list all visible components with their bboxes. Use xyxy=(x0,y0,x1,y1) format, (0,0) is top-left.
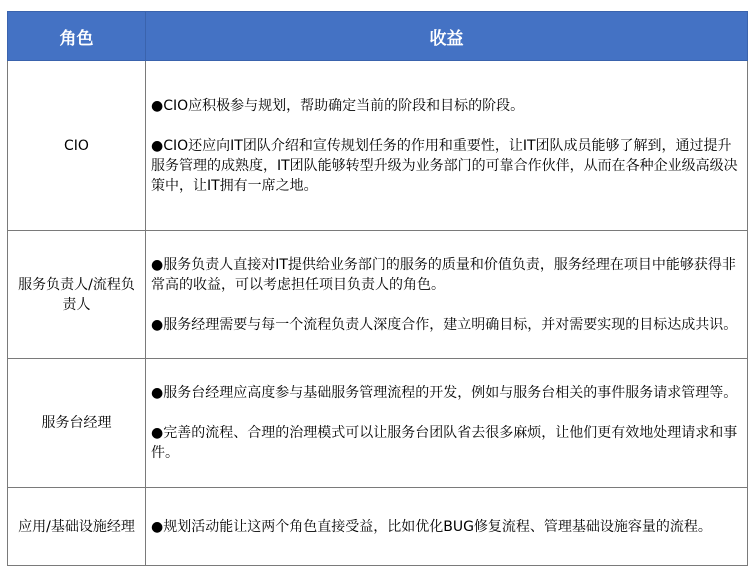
benefit-point: ●CIO还应向IT团队介绍和宣传规划任务的作用和重要性，让IT团队成员能够了解到，通过提升服务管理的成熟度，IT团队能够转型升级为业务部门的可靠合作伙伴，从而在各种企业级高级决策中，让IT拥有一席之地。 xyxy=(151,137,738,194)
benefit-cell xyxy=(146,488,748,566)
header-benefit: 收益 xyxy=(146,12,748,61)
role-cell: 服务台经理 xyxy=(8,359,146,488)
roles-benefits-table xyxy=(7,11,748,566)
role-cell: 服务负责人/流程负责人 xyxy=(8,231,146,359)
benefit-point: ●CIO应积极参与规划，帮助确定当前的阶段和目标的阶段。 xyxy=(151,97,525,114)
benefit-cell xyxy=(146,231,748,359)
benefit-point: ●完善的流程、合理的治理模式可以让服务台团队省去很多麻烦，让他们更有效地处理请求和事件。 xyxy=(151,425,738,461)
benefit-cell xyxy=(146,359,748,488)
benefit-point: ●服务台经理应高度参与基础服务管理流程的开发，例如与服务台相关的事件服务请求管理等。 xyxy=(151,385,738,401)
header-role: 角色 xyxy=(8,12,146,61)
benefit-cell xyxy=(146,61,748,231)
table-row xyxy=(8,61,748,231)
header-row xyxy=(8,12,748,61)
table-row xyxy=(8,488,748,566)
table-row xyxy=(8,359,748,488)
benefit-point: ●服务经理需要与每一个流程负责人深度合作，建立明确目标，并对需要实现的目标达成共识。 xyxy=(151,316,738,333)
role-cell: CIO xyxy=(8,61,146,231)
table-row xyxy=(8,231,748,359)
benefit-point: ●服务负责人直接对IT提供给业务部门的服务的质量和价值负责，服务经理在项目中能够获得非常高的收益，可以考虑担任项目负责人的角色。 xyxy=(151,256,736,293)
benefit-point: ●规划活动能让这两个角色直接受益，比如优化BUG修复流程、管理基础设施容量的流程。 xyxy=(151,518,712,535)
role-cell: 应用/基础设施经理 xyxy=(8,488,146,566)
